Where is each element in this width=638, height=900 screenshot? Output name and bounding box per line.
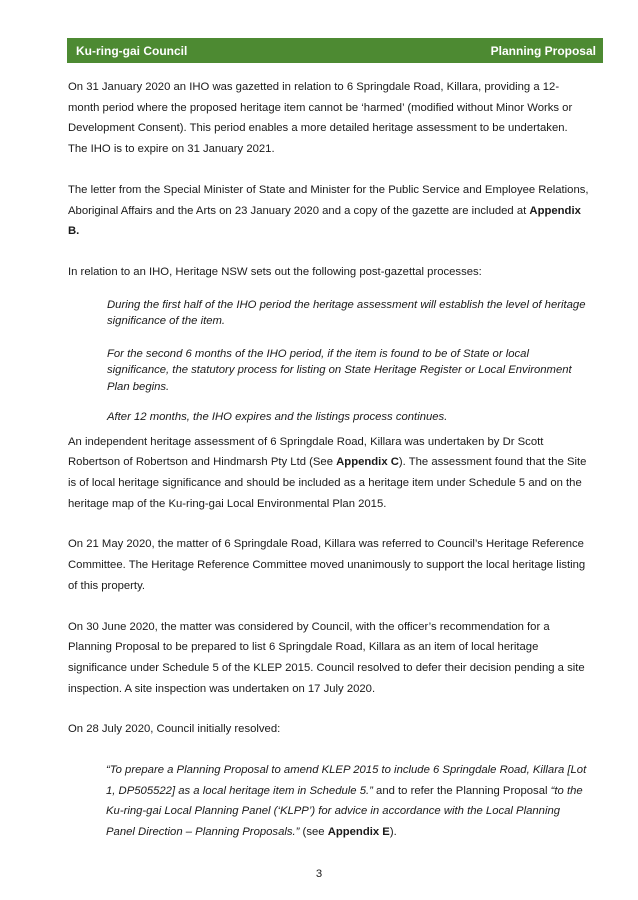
- resolution-text: (see: [299, 826, 328, 839]
- paragraph-minister-letter: [68, 180, 590, 242]
- paragraph-reference-committee: On 21 May 2020, the matter of 6 Springdale Road, Killara was referred to Council’s Heritage Reference Committee. The Heritage Reference Committee moved unanimously to support the local heritage listing of this property.: [68, 538, 586, 592]
- appendix-c-reference: Appendix C: [336, 456, 399, 469]
- resolution-quote-italic: “To prepare a Planning Proposal to amend KLEP 2015 to include 6 Springdale Road, Killara [Lot 1, DP505522] as a local heritage item in Schedule 5.”: [106, 764, 587, 797]
- paragraph-council-june: On 30 June 2020, the matter was considered by Council, with the officer’s recommendation for a Planning Proposal to be prepared to list 6 Springdale Road, Killara as an item of local heritage significance under Schedule 5 of the KLEP 2015. Council resolved to defer their decision pending a site inspection. A site inspection was undertaken on 17 July 2020.: [68, 620, 585, 695]
- paragraph-text: ). The assessment found that the Site is of local heritage significance and should be included as a heritage item under Schedule 5 and on the heritage map of the Ku-ring-gai Local Environmental Plan 2015.: [68, 456, 587, 510]
- appendix-e-reference: Appendix E: [327, 826, 390, 839]
- quote-after-12-months: After 12 months, the IHO expires and the listings process continues.: [107, 411, 448, 424]
- paragraph-council-july: On 28 July 2020, Council initially resolved:: [68, 723, 281, 736]
- resolution-text: ).: [389, 826, 397, 839]
- paragraph-text: An independent heritage assessment of 6 Springdale Road, Killara was undertaken by Dr Scott Robertson of Robertson and Hindmarsh Pty Ltd (See: [68, 435, 544, 469]
- header-organisation: Ku-ring-gai Council: [76, 43, 188, 58]
- quote-first-half: During the first half of the IHO period the heritage assessment will establish the level of heritage significance of the item.: [107, 298, 586, 328]
- document-body: [68, 77, 590, 843]
- header-document-type: Planning Proposal: [490, 43, 596, 58]
- paragraph-iho-gazetted: On 31 January 2020 an IHO was gazetted in relation to 6 Springdale Road, Killara, providing a 12-month period where the proposed heritage item cannot be ‘harmed’ (modified without Minor Works or Development Consent). This period enables a more detailed heritage assessment to be undertaken. The IHO is to expire on 31 January 2021.: [68, 81, 573, 156]
- resolution-text: and to refer the Planning Proposal: [372, 784, 551, 797]
- quote-second-half: For the second 6 months of the IHO period, if the item is found to be of State or local significance, the statutory process for listing on State Heritage Register or Local Environment Plan begins.: [107, 347, 572, 393]
- paragraph-heritage-assessment: [68, 432, 590, 515]
- paragraph-heritage-nsw-processes: In relation to an IHO, Heritage NSW sets out the following post-gazettal processes:: [68, 265, 482, 278]
- council-resolution-quote: [106, 760, 590, 843]
- appendix-b-reference: Appendix B.: [68, 204, 581, 238]
- resolution-quote-italic: “to the Ku-ring-gai Local Planning Panel (‘KLPP’) for advice in accordance with the Local Planning Panel Direction – Planning Proposals.”: [106, 784, 583, 839]
- paragraph-text: The letter from the Special Minister of State and Minister for the Public Service and Employee Relations, Aboriginal Affairs and the Arts on 23 January 2020 and a copy of the gazette are included at: [68, 183, 589, 217]
- page-number: 3: [315, 868, 323, 880]
- page-header: [67, 38, 603, 63]
